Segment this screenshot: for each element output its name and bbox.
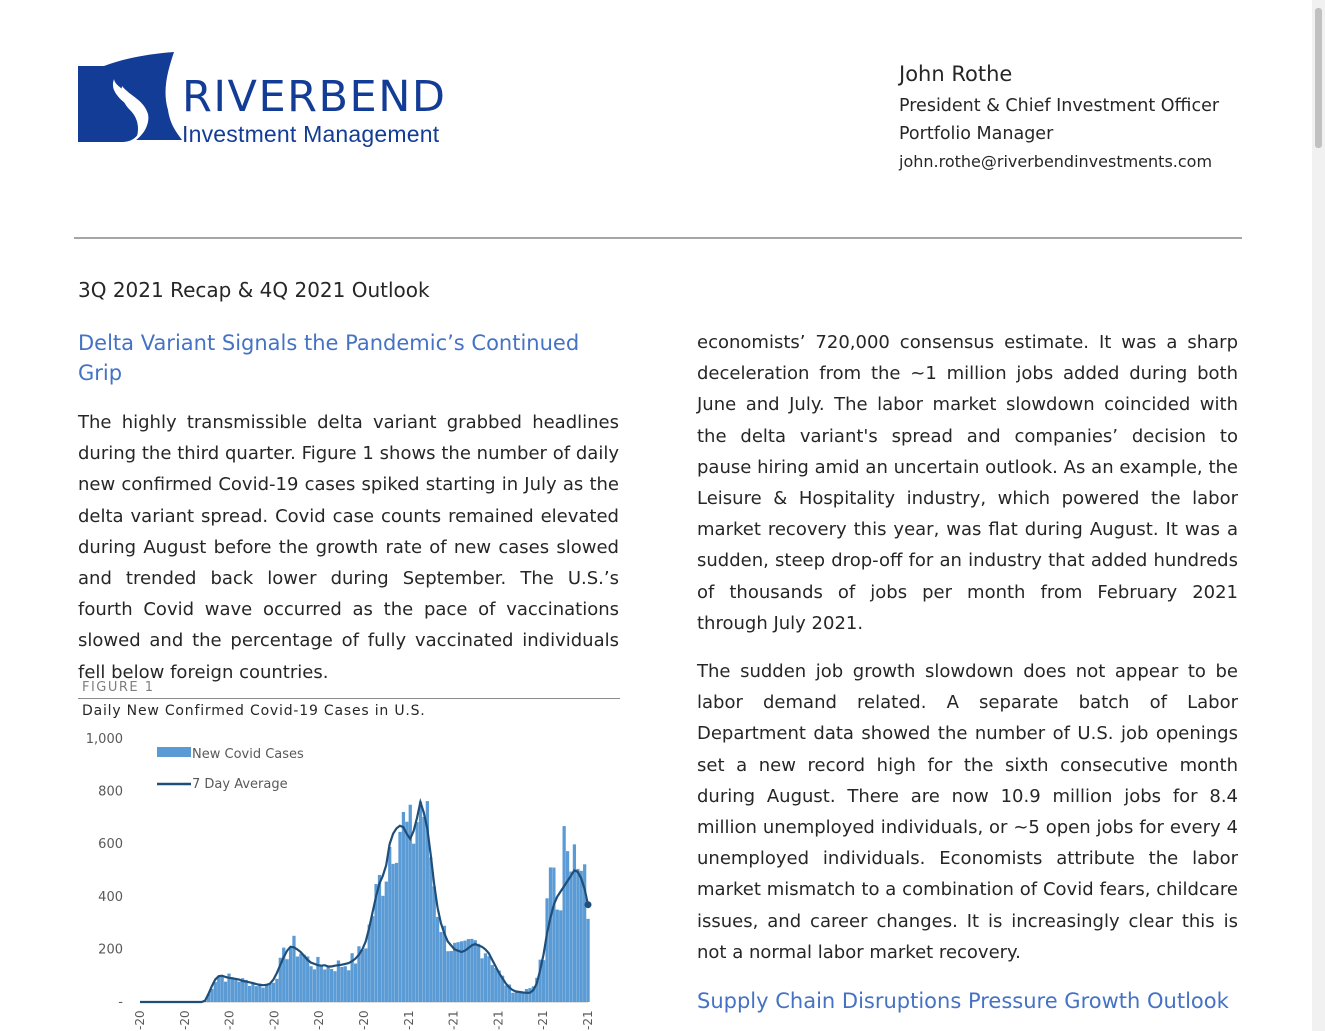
bar bbox=[549, 867, 552, 1002]
bar bbox=[251, 983, 254, 1002]
bar bbox=[275, 979, 278, 1002]
x-tick-label: -21 bbox=[491, 1010, 506, 1030]
bar bbox=[586, 919, 589, 1002]
paragraph-labor-2: The sudden job growth slowdown does not appear to be labor demand related. A separate batch of Labor Department data showed the number of U.S. job openings set a new record high for the sixth consecutive month during August. There are now 10.9 million jobs for 8.4 million unemployed individuals, or ~5 open jobs for every 4 unemployed individuals. Economists attribute the labor market mismatch to a combination of Covid fears, childcare issues, and career changes. It is increasingly clear this is not a normal labor market recovery. bbox=[697, 661, 1238, 963]
bar bbox=[385, 882, 388, 1002]
company-logo bbox=[78, 50, 468, 150]
bar bbox=[398, 832, 401, 1002]
legend-swatch-cases bbox=[157, 747, 191, 757]
header-divider bbox=[74, 237, 1242, 239]
bar bbox=[231, 977, 234, 1002]
bar bbox=[347, 970, 350, 1002]
bar bbox=[415, 822, 418, 1002]
legend-label-cases: New Covid Cases bbox=[192, 747, 304, 762]
figure-label: FIGURE 1 bbox=[82, 680, 155, 695]
contact-role: Portfolio Manager bbox=[899, 124, 1054, 144]
bar bbox=[286, 959, 289, 1002]
bar bbox=[313, 969, 316, 1002]
bar bbox=[402, 812, 405, 1002]
bar bbox=[439, 932, 442, 1002]
x-tick-label: -20 bbox=[133, 1010, 147, 1030]
bar bbox=[429, 857, 432, 1002]
bar bbox=[299, 954, 302, 1002]
document-title: 3Q 2021 Recap & 4Q 2021 Outlook bbox=[78, 278, 430, 302]
bar bbox=[268, 984, 271, 1002]
bar bbox=[552, 868, 555, 1002]
bar bbox=[255, 986, 258, 1002]
bar bbox=[556, 910, 559, 1002]
bar bbox=[433, 886, 436, 1002]
logo-wordmark: RIVERBEND bbox=[182, 72, 447, 122]
bar bbox=[446, 951, 449, 1002]
bar bbox=[521, 993, 524, 1002]
bar bbox=[306, 956, 309, 1002]
bar bbox=[576, 869, 579, 1002]
bar bbox=[303, 955, 306, 1002]
bar bbox=[337, 960, 340, 1002]
bar bbox=[484, 953, 487, 1002]
bar bbox=[234, 980, 237, 1002]
x-tick-label: -20 bbox=[267, 1010, 282, 1030]
bar bbox=[214, 982, 217, 1002]
bar bbox=[528, 988, 531, 1002]
bar bbox=[474, 940, 477, 1002]
paragraph-labor-1: economists’ 720,000 consensus estimate. It was a sharp deceleration from the ~1 million jobs added during both June and July. The labor market slowdown coincided with the delta variant's spread and companies’ decision to pause hiring amid an uncertain outlook. As an example, the Leisure & Hospitality industry, which powered the labor market recovery this year, was flat during August. It was a sudden, steep drop-off for an industry that added hundreds of thousands of jobs per month from February 2021 through July 2021. bbox=[697, 332, 1238, 634]
contact-block bbox=[899, 60, 1219, 176]
y-tick-label: 1,000 bbox=[85, 732, 123, 747]
bar bbox=[392, 864, 395, 1002]
x-tick-label: -21 bbox=[401, 1010, 416, 1030]
y-tick-label: - bbox=[118, 995, 123, 1010]
bar bbox=[289, 948, 292, 1002]
bar bbox=[244, 980, 247, 1002]
x-tick-label: -20 bbox=[312, 1010, 327, 1030]
figure-title: Daily New Confirmed Covid-19 Cases in U.S. bbox=[82, 703, 426, 719]
contact-name: John Rothe bbox=[899, 62, 1013, 86]
figure-1 bbox=[78, 680, 620, 1031]
bar bbox=[422, 817, 425, 1002]
bar bbox=[344, 966, 347, 1002]
bar bbox=[333, 971, 336, 1002]
bar bbox=[221, 975, 224, 1002]
section-heading-delta: Delta Variant Signals the Pandemic’s Continued Grip bbox=[78, 331, 580, 385]
bar bbox=[320, 966, 323, 1002]
scrollbar-thumb[interactable] bbox=[1315, 8, 1322, 148]
x-tick-label: -20 bbox=[357, 1010, 371, 1030]
x-tick-label: -21 bbox=[536, 1010, 551, 1030]
bar bbox=[272, 983, 275, 1002]
bar bbox=[419, 802, 422, 1002]
x-tick-label: -21 bbox=[446, 1010, 461, 1030]
y-tick-label: 600 bbox=[98, 837, 123, 853]
covid-cases-chart bbox=[78, 680, 620, 1031]
bar bbox=[511, 993, 514, 1002]
bar bbox=[494, 968, 497, 1002]
y-tick-label: 800 bbox=[98, 784, 123, 800]
bar bbox=[450, 951, 453, 1002]
bar bbox=[327, 966, 330, 1002]
bar bbox=[364, 948, 367, 1002]
y-tick-label: 200 bbox=[98, 942, 123, 958]
bar bbox=[569, 872, 572, 1002]
section-heading-supply-chain: Supply Chain Disruptions Pressure Growth Outlook bbox=[697, 989, 1229, 1014]
bar bbox=[491, 965, 494, 1002]
x-tick-label: -20 bbox=[177, 1010, 192, 1030]
legend-label-average: 7 Day Average bbox=[192, 777, 288, 792]
bar bbox=[460, 941, 463, 1002]
bar bbox=[477, 944, 480, 1002]
line-end-marker bbox=[585, 901, 592, 908]
bar bbox=[361, 950, 364, 1002]
bar bbox=[436, 917, 439, 1002]
bar bbox=[309, 966, 312, 1002]
bar bbox=[405, 822, 408, 1002]
contact-title: President & Chief Investment Officer bbox=[899, 96, 1220, 116]
bar bbox=[378, 875, 381, 1002]
logo-subtitle: Investment Management bbox=[182, 121, 440, 147]
bar bbox=[323, 969, 326, 1002]
right-column bbox=[697, 327, 1238, 1016]
bar bbox=[330, 969, 333, 1002]
paragraph-delta: The highly transmissible delta variant grabbed headlines during the third quarter. Figure 1 shows the number of daily new confirmed Covid-19 cases spiked starting in July as the delta variant spread. Covid case counts remained elevated during August before the growth rate of new cases slowed and trended back lower during September. The U.S.’s fourth Covid wave occurred as the pace of vaccinations slowed and the percentage of fully vaccinated individuals fell below foreign countries. bbox=[78, 412, 619, 683]
bar bbox=[340, 967, 343, 1002]
bar bbox=[515, 992, 518, 1002]
bar bbox=[238, 982, 241, 1002]
bar bbox=[480, 958, 483, 1002]
bar bbox=[504, 985, 507, 1002]
bar bbox=[262, 988, 265, 1002]
bar bbox=[258, 983, 261, 1002]
bar bbox=[487, 956, 490, 1002]
bar bbox=[388, 847, 391, 1002]
left-column bbox=[78, 328, 619, 688]
bar bbox=[470, 939, 473, 1002]
bar bbox=[371, 916, 374, 1002]
bar bbox=[545, 898, 548, 1002]
bar bbox=[453, 943, 456, 1002]
y-tick-label: 400 bbox=[98, 889, 123, 905]
bar bbox=[573, 844, 576, 1002]
contact-email[interactable]: john.rothe@riverbendinvestments.com bbox=[899, 152, 1213, 171]
bar bbox=[354, 963, 357, 1002]
bar bbox=[566, 851, 569, 1002]
bar bbox=[217, 977, 220, 1002]
bar bbox=[381, 896, 384, 1002]
bar bbox=[296, 956, 299, 1002]
bar bbox=[248, 986, 251, 1002]
bar bbox=[412, 844, 415, 1002]
bar bbox=[265, 984, 268, 1002]
river-bend-icon bbox=[78, 50, 182, 150]
bar bbox=[292, 936, 295, 1002]
bar bbox=[559, 910, 562, 1002]
vertical-scrollbar[interactable] bbox=[1312, 0, 1325, 1031]
bar bbox=[224, 982, 227, 1002]
bar bbox=[525, 989, 528, 1002]
bar bbox=[580, 871, 583, 1002]
x-tick-label: -20 bbox=[222, 1010, 237, 1030]
bar bbox=[542, 960, 545, 1002]
bar bbox=[563, 826, 566, 1002]
x-tick-label: -21 bbox=[581, 1010, 595, 1030]
bar bbox=[395, 863, 398, 1002]
